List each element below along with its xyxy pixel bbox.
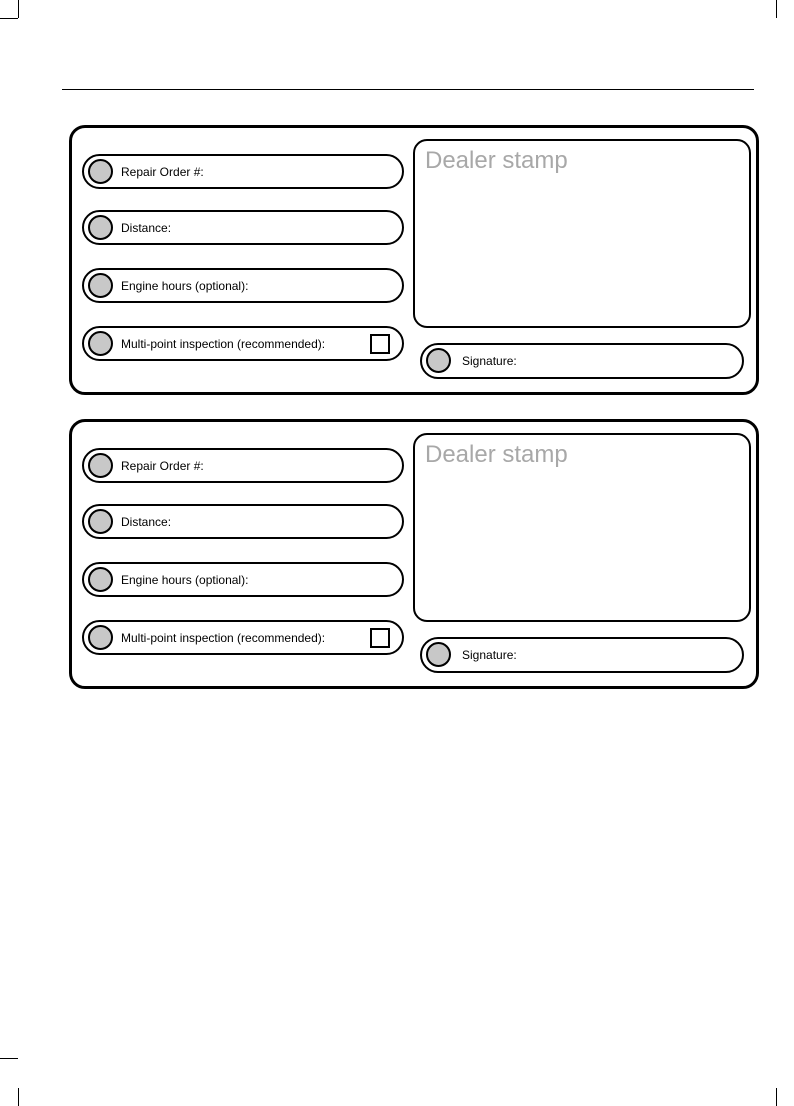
crop-mark-top-left-horizontal (0, 18, 18, 19)
engine-hours-field[interactable] (82, 268, 404, 303)
field-marker-icon (88, 567, 113, 592)
multi-point-inspection-checkbox[interactable] (370, 334, 390, 354)
dealer-stamp-label: Dealer stamp (425, 147, 568, 174)
multi-point-inspection-label: Multi-point inspection (recommended): (121, 631, 326, 645)
service-record-card (69, 125, 759, 395)
field-marker-icon (88, 509, 113, 534)
signature-field[interactable] (420, 637, 744, 673)
distance-field[interactable] (82, 504, 404, 539)
distance-field[interactable] (82, 210, 404, 245)
multi-point-inspection-field (82, 326, 404, 361)
field-marker-icon (88, 453, 113, 478)
dealer-stamp-box (413, 433, 751, 622)
crop-mark-bottom-left-vertical (18, 1088, 19, 1106)
crop-mark-bottom-right-vertical (776, 1088, 777, 1106)
field-marker-icon (88, 331, 113, 356)
multi-point-inspection-checkbox[interactable] (370, 628, 390, 648)
distance-label: Distance: (121, 221, 172, 235)
field-marker-icon (426, 348, 451, 373)
engine-hours-label: Engine hours (optional): (121, 279, 249, 293)
field-marker-icon (88, 273, 113, 298)
multi-point-inspection-field (82, 620, 404, 655)
service-record-card (69, 419, 759, 689)
header-rule (62, 89, 754, 90)
field-marker-icon (88, 159, 113, 184)
repair-order-label: Repair Order #: (121, 165, 204, 179)
repair-order-label: Repair Order #: (121, 459, 204, 473)
field-marker-icon (88, 625, 113, 650)
dealer-stamp-label: Dealer stamp (425, 441, 568, 468)
crop-mark-top-left-vertical (18, 0, 19, 18)
signature-field[interactable] (420, 343, 744, 379)
multi-point-inspection-label: Multi-point inspection (recommended): (121, 337, 326, 351)
field-marker-icon (426, 642, 451, 667)
crop-mark-bottom-left-horizontal (0, 1058, 18, 1059)
engine-hours-label: Engine hours (optional): (121, 573, 249, 587)
signature-label: Signature: (462, 648, 517, 662)
distance-label: Distance: (121, 515, 172, 529)
dealer-stamp-box (413, 139, 751, 328)
engine-hours-field[interactable] (82, 562, 404, 597)
signature-label: Signature: (462, 354, 517, 368)
repair-order-field[interactable] (82, 154, 404, 189)
field-marker-icon (88, 215, 113, 240)
repair-order-field[interactable] (82, 448, 404, 483)
crop-mark-top-right-vertical (776, 0, 777, 18)
